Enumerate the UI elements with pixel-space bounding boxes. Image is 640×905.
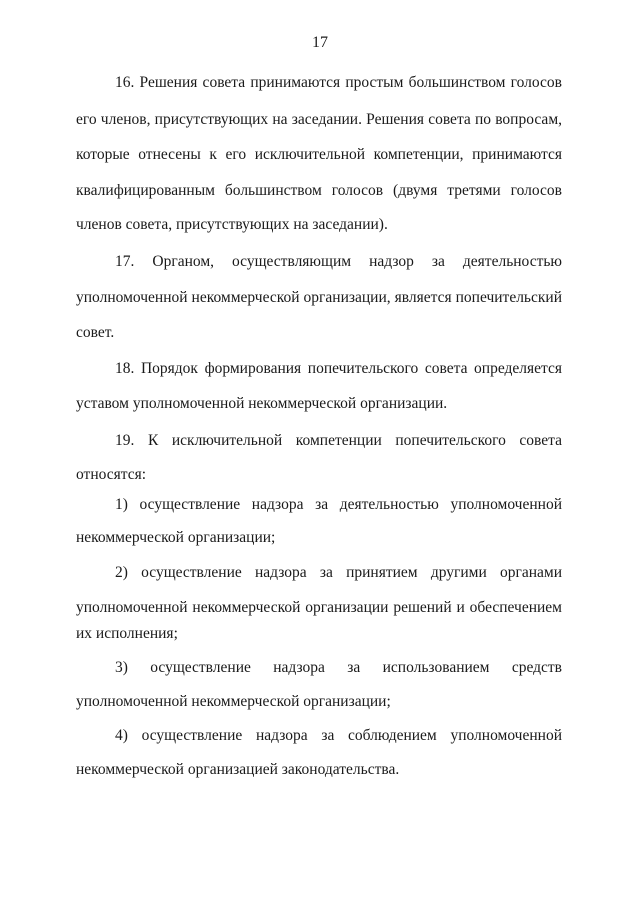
item-4-line-2: некоммерческой организацией законодательства.	[76, 761, 400, 778]
paragraph-19-line-1: 19. К исключительной компетенции попечительского совета	[115, 432, 562, 449]
paragraph-18-line-2: уставом уполномоченной некоммерческой организации.	[76, 395, 448, 412]
item-4-line-1: 4) осуществление надзора за соблюдением уполномоченной	[115, 727, 562, 744]
paragraph-17-line-3: совет.	[76, 324, 115, 341]
item-2-line-2: уполномоченной некоммерческой организации решений и обеспечением	[76, 599, 562, 616]
item-2-line-3: их исполнения;	[76, 625, 178, 642]
paragraph-17-line-1: 17. Органом, осуществляющим надзор за деятельностью	[115, 253, 562, 270]
item-3-line-2: уполномоченной некоммерческой организации;	[76, 693, 391, 710]
paragraph-16-line-3: которые отнесены к его исключительной компетенции, принимаются	[76, 146, 562, 163]
paragraph-19-line-2: относятся:	[76, 466, 147, 483]
paragraph-17-line-2: уполномоченной некоммерческой организации, является попечительский	[76, 289, 562, 306]
page-number: 17	[312, 34, 328, 51]
paragraph-16-line-1: 16. Решения совета принимаются простым большинством голосов	[115, 74, 562, 91]
item-1-line-1: 1) осуществление надзора за деятельностью уполномоченной	[115, 496, 562, 513]
item-1-line-2: некоммерческой организации;	[76, 529, 276, 546]
paragraph-16-line-5: членов совета, присутствующих на заседании).	[76, 216, 388, 233]
item-3-line-1: 3) осуществление надзора за использованием средств	[115, 659, 562, 676]
paragraph-18-line-1: 18. Порядок формирования попечительского совета определяется	[115, 360, 562, 377]
paragraph-16-line-4: квалифицированным большинством голосов (двумя третями голосов	[76, 182, 562, 199]
item-2-line-1: 2) осуществление надзора за принятием другими органами	[115, 564, 562, 581]
paragraph-16-line-2: его членов, присутствующих на заседании. Решения совета по вопросам,	[76, 111, 562, 128]
